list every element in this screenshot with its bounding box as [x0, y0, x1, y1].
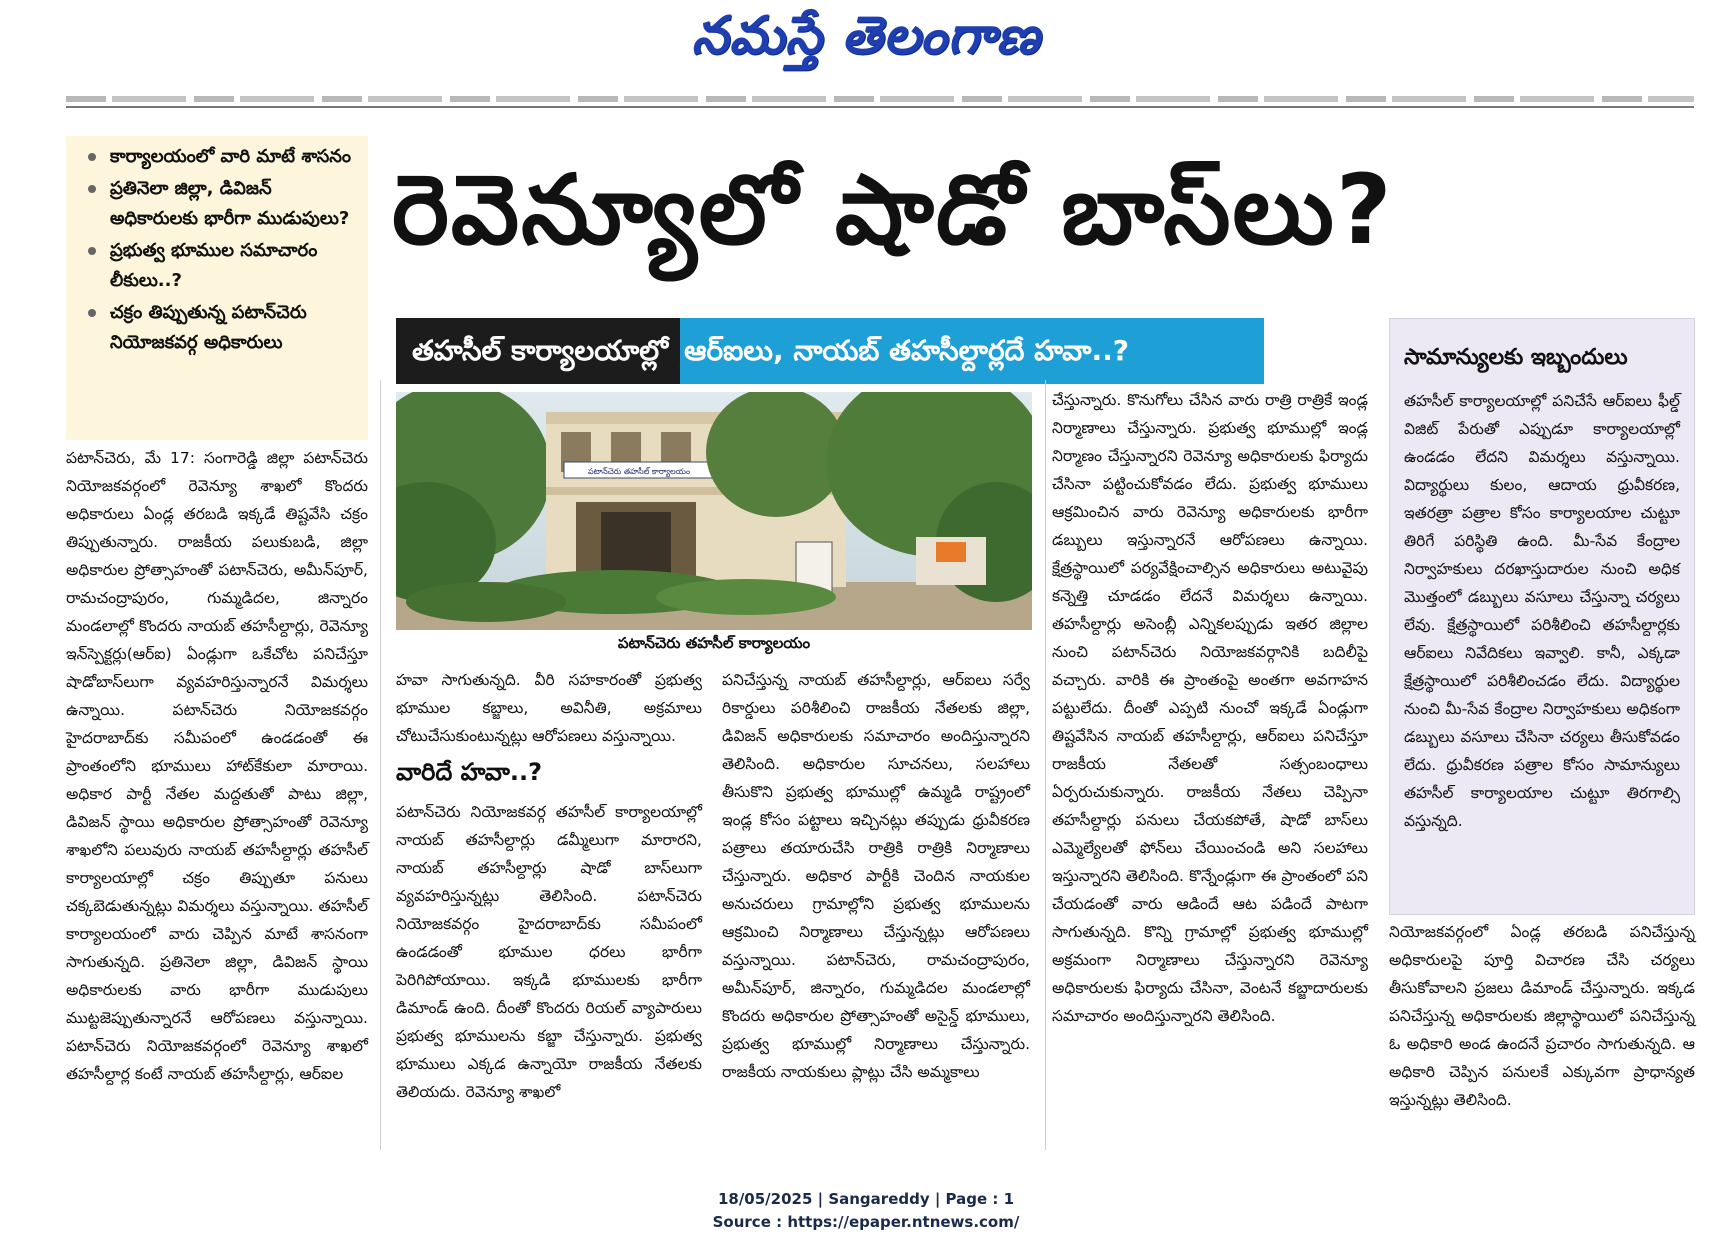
highlight-item: ప్రభుత్వ భూముల సమాచారం లీకులు..? [86, 236, 360, 296]
article-text: హవా సాగుతున్నది. వీరి సహకారంతో ప్రభుత్వ భూముల కబ్జాలు, అవినీతి, అక్రమాలు చోటుచేసుకుంటున్నట్లు ఆరోపణలు వస్తున్నాయి. [396, 671, 702, 745]
office-photo [396, 392, 1032, 630]
sidebar-title: సామాన్యులకు ఇబ్బందులు [1404, 345, 1628, 370]
newspaper-logo: నమస్తే తెలంగాణ [691, 6, 1041, 66]
article-subheading: వారిదే హవా..? [396, 758, 543, 786]
highlight-item: ప్రతినెలా జిల్లా, డివిజన్ అధికారులకు భారీగా ముడుపులు? [86, 174, 360, 234]
article-text: నియోజకవర్గంలో ఏండ్ల తరబడి పనిచేస్తున్న అధికారులపై పూర్తి విచారణ చేసి చర్యలు తీసుకోవాలని ప్రజలు డిమాండ్ చేస్తున్నారు. ఇక్కడ పనిచేస్తున్న అధికారులకు జిల్లాస్థాయిలో పనిచేస్తున్న ఓ అధికారి అండ ఉందనే ప్రచారం సాగుతున్నది. ఆ అధికారి చెప్పిన పనులకే ఎక్కువగా ప్రాధాన్యత ఇస్తున్నట్లు తెలిసింది. [1389, 923, 1695, 1109]
teaser-strip [66, 92, 1694, 108]
subheadline-part2: ఆర్‌ఐలు, నాయబ్ తహసీల్దార్లదే హవా..? [680, 318, 1264, 384]
article-column-3 [722, 666, 1030, 1086]
tahsil-office-illustration [396, 392, 1032, 630]
column-divider [1045, 380, 1046, 1150]
footer-date-edition: 18/05/2025 | Sangareddy | Page : 1 [717, 1190, 1015, 1208]
sidebar-text: తహసీల్ కార్యాలయాల్లో పనిచేసే ఆర్‌ఐలు ఫీల్డ్ విజిట్ పేరుతో ఎప్పుడూ కార్యాలయాల్లో ఉండడం లేదని విమర్శలు వస్తున్నాయి. విద్యార్థులు కులం, ఆదాయ ధ్రువీకరణ, ఇతరత్రా పత్రాల కోసం కార్యాలయాల చుట్టూ తిరిగే పరిస్థితి ఉంది. మీ-సేవ కేంద్రాల నిర్వాహకులు దరఖాస్తుదారుల నుంచి అధిక మొత్తంలో డబ్బులు వసూలు చేస్తున్నా చర్యలు లేవు. క్షేత్రస్థాయిలో పరిశీలించి తహసీల్దార్లకు ఆర్‌ఐలు నివేదికలు ఇవ్వాలి. కానీ, ఎక్కడా క్షేత్రస్థాయిలో పరిశీలించడం లేదు. విద్యార్థుల నుంచి మీ-సేవ కేంద్రాల నిర్వాహకులు అధికంగా డబ్బులు వసూలు చేసినా చర్యలు తీసుకోవడం లేదు. ధ్రువీకరణ పత్రాల కోసం సామాన్యులు తహసీల్ కార్యాలయాల చుట్టూ తిరగాల్సి వస్తున్నది. [1404, 392, 1680, 830]
article-column-5 [1389, 918, 1695, 1114]
article-text: పటాన్‌చెరు, మే 17: సంగారెడ్డి జిల్లా పటాన్‌చెరు నియోజకవర్గంలో రెవెన్యూ శాఖలో కొందరు అధికారులు ఏండ్ల తరబడి ఇక్కడే తిష్టవేసి చక్రం తిప్పుతున్నారు. రాజకీయ పలుకుబడి, జిల్లా అధికారుల ప్రోత్సాహంతో పటాన్‌చెరు, అమీన్‌పూర్, రామచంద్రాపురం, గుమ్మడిదల, జిన్నారం మండలాల్లో కొందరు నాయబ్ తహసీల్దార్లు, రెవెన్యూ ఇన్‌స్పెక్టర్లు(ఆర్‌ఐ) ఏండ్లుగా ఒకేచోట పనిచేస్తూ షాడోబాస్‌లుగా వ్యవహరిస్తున్నారనే విమర్శలు ఉన్నాయి. పటాన్‌చెరు నియోజకవర్గం హైదరాబాద్‌కు సమీపంలో ఉండడంతో ఈ ప్రాంతంలోని భూములు హాట్‌కేకులా మారాయి. అధికార పార్టీ నేతల మద్దతుతో పాటు జిల్లా, డివిజన్ స్థాయి అధికారుల ప్రోత్సాహంతో రెవెన్యూ శాఖలోని పలువురు నాయబ్ తహసీల్దార్లు తహసీల్ కార్యాలయాల్లో చక్రం తిప్పుతూ పనులు చక్కబెడుతున్నట్లు విమర్శలు వస్తున్నాయి. తహసీల్ కార్యాలయంలో వారు చెప్పిన మాటే శాసనంగా సాగుతున్నది. ప్రతినెలా జిల్లా, డివిజన్ స్థాయి అధికారులకు వారు భారీగా ముడుపులు ముట్టజెప్పుతున్నారనే ఆరోపణలు వస్తున్నాయి. పటాన్‌చెరు నియోజకవర్గంలో రెవెన్యూ శాఖలో తహసీల్దార్ల కంటే నాయబ్ తహసీల్దార్లు, ఆర్‌ఐల [66, 449, 368, 1083]
article-text: పటాన్‌చెరు నియోజకవర్గ తహసీల్ కార్యాలయాల్లో నాయబ్ తహసీల్దార్లు డమ్మీలుగా మారారని, నాయబ్ తహసీల్దార్లు షాడో బాస్‌లుగా వ్యవహరిస్తున్నట్లు తెలిసింది. పటాన్‌చెరు నియోజకవర్గం హైదరాబాద్‌కు సమీపంలో ఉండడంతో భూముల ధరలు భారీగా పెరిగిపోయాయి. ఇక్కడి భూములకు భారీగా డిమాండ్ ఉంది. దీంతో కొందరు రియల్ వ్యాపారులు ప్రభుత్వ భూములను కబ్జా చేస్తున్నారు. ప్రభుత్వ భూములు ఎక్కడ ఉన్నాయో రాజకీయ నేతలకు తెలియదు. రెవెన్యూ శాఖలో [396, 803, 702, 1101]
footer-source: Source : https://epaper.ntnews.com/ [712, 1213, 1020, 1231]
article-text: చేస్తున్నారు. కొనుగోలు చేసిన వారు రాత్రి రాత్రికే ఇండ్ల నిర్మాణాలు చేస్తున్నారు. ప్రభుత్వ భూముల్లో ఇండ్ల నిర్మాణం చేస్తున్నారని రెవెన్యూ అధికారులకు ఫిర్యాదు చేసినా పట్టించుకోవడం లేదు. ప్రభుత్వ భూములు ఆక్రమించిన వారు రెవెన్యూ అధికారులకు భారీగా డబ్బులు ఇస్తున్నారనే ఆరోపణలు ఉన్నాయి. క్షేత్రస్థాయిలో పర్యవేక్షించాల్సిన అధికారులు అటువైపు కన్నెత్తి చూడడం లేదనే విమర్శలు ఉన్నాయి. తహసీల్దార్లు అసెంబ్లీ ఎన్నికలప్పుడు ఇతర జిల్లాల నుంచి పటాన్‌చెరు నియోజకవర్గానికి బదిలీపై వచ్చారు. వారికి ఈ ప్రాంతంపై అంతగా అవగాహన పట్టులేదు. దీంతో ఎప్పటి నుంచో ఇక్కడే ఏండ్లుగా తిష్టవేసిన నాయబ్ తహసీల్దార్లు, ఆర్‌ఐలు పనిచేస్తూ రాజకీయ నేతలతో సత్సంబంధాలు ఏర్పరుచుకున్నారు. రాజకీయ నేతలు చెప్పినా తహసీల్దార్లు పనులు చేయకపోతే, షాడో బాస్‌లు ఎమ్మెల్యేలతో ఫోన్‌లు చేయించండి అని సలహాలు ఇస్తున్నారని తెలిసింది. కొన్నేండ్లుగా ఈ ప్రాంతంలో పని చేయడంతో వారు ఆడిందే ఆట పడిందే పాటగా సాగుతున్నది. కొన్ని గ్రామాల్లో ప్రభుత్వ భూముల్లో అక్రమంగా నిర్మాణాలు చేస్తున్నారని రెవెన్యూ అధికారులకు ఫిర్యాదు చేసినా, వెంటనే కబ్జాదారులకు సమాచారం అందిస్తున్నారని తెలిసింది. [1052, 391, 1368, 1025]
column-divider [380, 380, 381, 1150]
sidebar-box [1389, 318, 1695, 915]
article-column-1 [66, 444, 368, 1088]
photo-caption: పటాన్‌చెరు తహసీల్ కార్యాలయం [617, 634, 811, 652]
article-text: పనిచేస్తున్న నాయబ్ తహసీల్దార్లు, ఆర్‌ఐలు సర్వే రికార్డులు పరిశీలించి రాజకీయ నేతలకు జిల్లా, డివిజన్ అధికారులకు సమాచారం అందిస్తున్నారని తెలిసింది. అధికారుల సూచనలు, సలహాలు తీసుకొని ప్రభుత్వ భూముల్లో ఉమ్మడి రాష్ట్రంలో ఇండ్ల కోసం పట్టాలు ఇచ్చినట్లు తప్పుడు ధ్రువీకరణ పత్రాలు తయారుచేసి రాత్రికి రాత్రికి నిర్మాణాలు చేస్తున్నారు. అధికార పార్టీకి చెందిన నాయకుల అనుచరులు గ్రామాల్లోని ప్రభుత్వ భూములను ఆక్రమించి నిర్మాణాలు చేస్తున్నట్లు ఆరోపణలు వస్తున్నాయి. పటాన్‌చెరు, రామచంద్రాపురం, అమీన్‌పూర్, జిన్నారం, గుమ్మడిదల మండలాల్లో కొందరు అధికారుల ప్రోత్సాహంతో అసైన్డ్ భూములు, ప్రభుత్వ భూముల్లో నిర్మాణాలు చేస్తున్నారు. రాజకీయ నాయకులు ప్లాట్లు చేసి అమ్మకాలు [722, 671, 1030, 1081]
subheadline-part1: తహసీల్ కార్యాలయాల్లో [396, 318, 680, 384]
highlights-box [66, 136, 368, 440]
headline: రెవెన్యూలో షాడో బాస్‌లు? [392, 154, 1394, 266]
article-column-4 [1052, 386, 1368, 1030]
office-sign-text: పటాన్‌చెరు తహసీల్ కార్యాలయం [587, 467, 691, 476]
highlight-item: కార్యాలయంలో వారి మాటే శాసనం [86, 142, 360, 172]
highlight-item: చక్రం తిప్పుతున్న పటాన్‌చెరు నియోజకవర్గ అధికారులు [86, 298, 360, 358]
masthead [0, 6, 1732, 79]
article-column-2 [396, 666, 702, 1106]
subheadline-banner [396, 318, 1264, 384]
